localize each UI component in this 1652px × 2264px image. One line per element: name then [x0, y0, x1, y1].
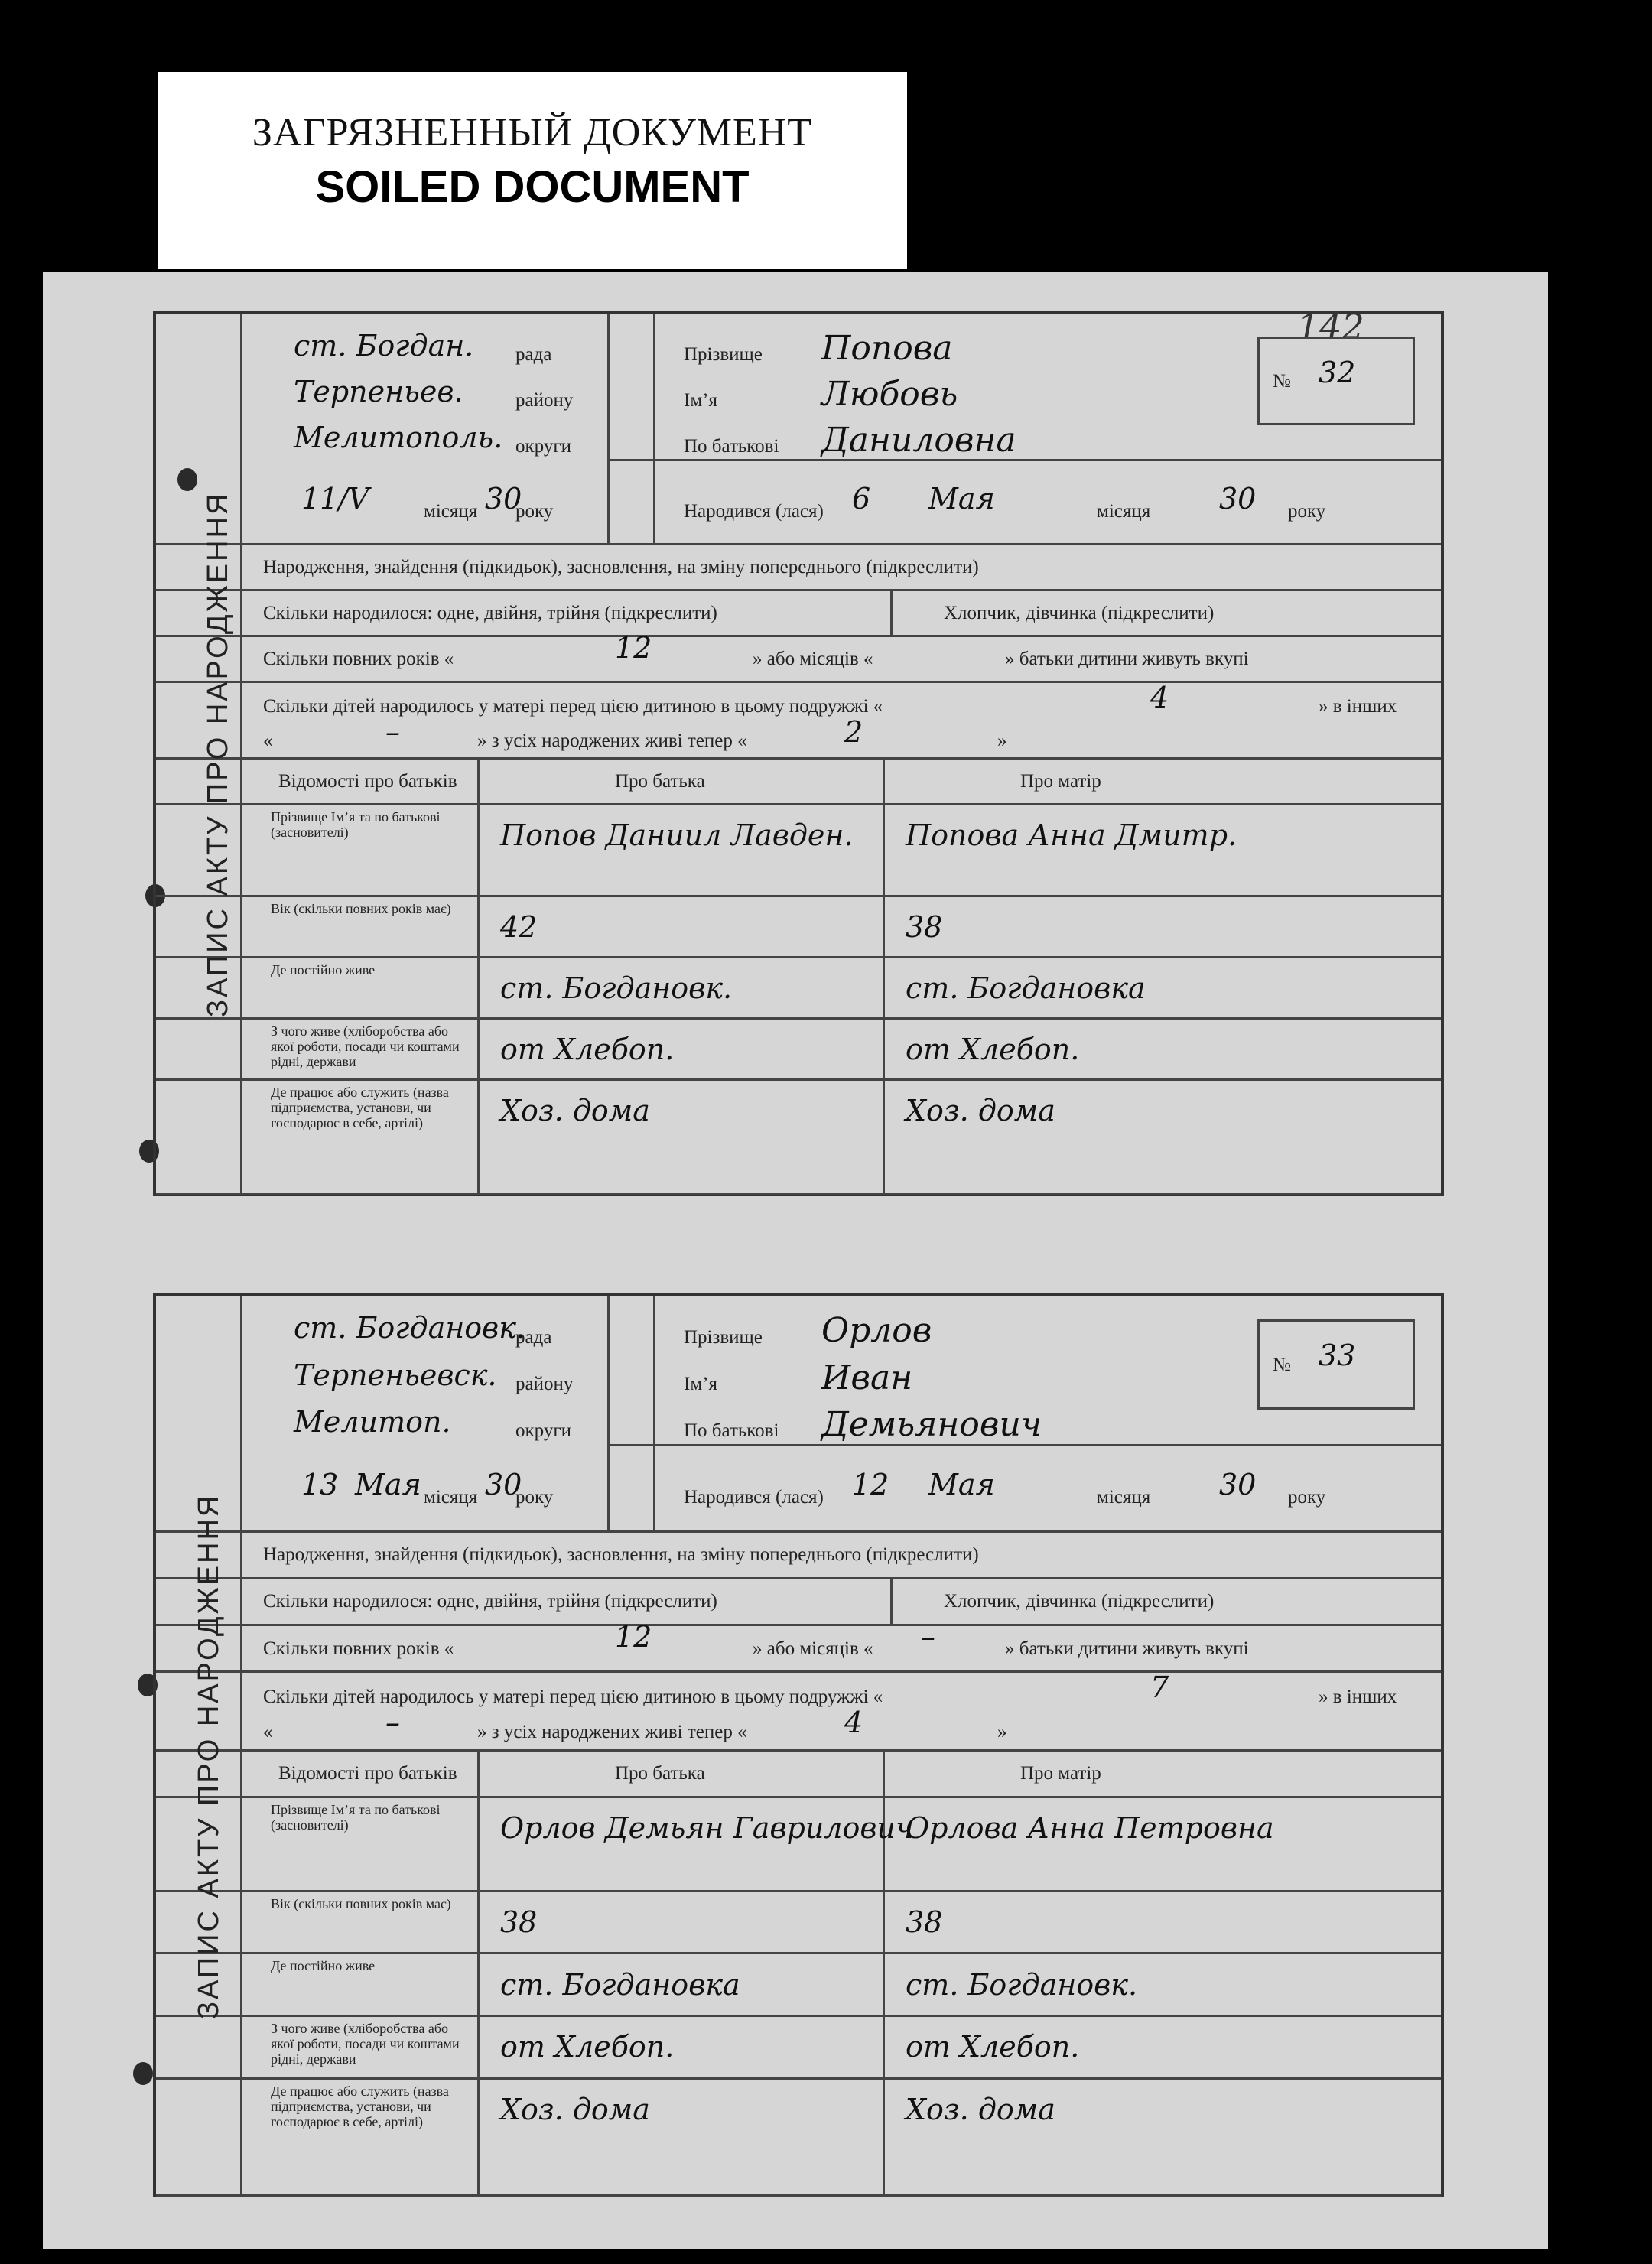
child-surname-value: Попова [821, 329, 953, 368]
mother-residence-value: ст. Богдановк. [906, 1968, 1138, 2002]
birth-day-value: 12 [852, 1468, 889, 1501]
registration-day-value: 13 [301, 1468, 339, 1501]
form-label: місяця [1097, 1487, 1151, 1508]
form-label: району [515, 1374, 574, 1394]
form-label: » з усіх народжених живі тепер « [477, 730, 747, 751]
child-name-value: Любовь [821, 375, 958, 414]
registration-year-value: 30 [485, 482, 522, 516]
form-label: Скільки повних років « [263, 1638, 454, 1659]
form-label: Вік (скільки повних років має) [271, 901, 451, 916]
form-label: З чого живе (хліборобства або якої роботи, посади чи коштами рідні, держави [271, 1023, 460, 1069]
mother-work-value: Хоз. дома [906, 2093, 1055, 2126]
birth-month-value: Мая [928, 1468, 995, 1501]
mother-living-value: от Хлебоп. [906, 1033, 1080, 1066]
form-label: Скільки дітей народилось у матері перед цією дитиною в цьому подружжі « [263, 696, 883, 717]
form-label: району [515, 390, 574, 411]
father-work-value: Хоз. дома [500, 2093, 650, 2126]
form-label: З чого живе (хліборобства або якої роботи, посади чи коштами рідні, держави [271, 2021, 460, 2067]
birth-day-value: 6 [852, 482, 871, 516]
father-name-value: Орлов Демьян Гаврилович [500, 1811, 914, 1845]
form-label: року [515, 1487, 554, 1508]
alive-children-value: 2 [844, 715, 863, 749]
child-patronymic-value: Даниловна [821, 421, 1016, 460]
form-label: Скільки дітей народилось у матері перед цією дитиною в цьому подружжі « [263, 1687, 883, 1707]
form-label: рада [515, 1327, 552, 1348]
father-name-value: Попов Даниил Лавден. [500, 818, 854, 852]
form-label: » в інших [1319, 696, 1397, 717]
form-label: Хлопчик, дівчинка (підкреслити) [944, 603, 1215, 623]
form-label: Народження, знайдення (підкидьок), засновлення, на зміну попереднього (підкреслити) [263, 557, 979, 577]
label-russian: ЗАГРЯЗНЕННЫЙ ДОКУМЕНТ [252, 111, 813, 155]
form-label: « [263, 730, 273, 751]
form-label: Де працює або служить (назва підприємства, установи, чи господарює в себе, артілі) [271, 2083, 449, 2129]
vertical-title-2: ЗАПИС АКТУ ПРО НАРОДЖЕННЯ [193, 1493, 225, 2019]
label-english: SOILED DOCUMENT [315, 162, 750, 212]
form-label: » або місяців « [753, 1638, 873, 1659]
father-residence-value: ст. Богдановк. [500, 971, 733, 1005]
mother-age-value: 38 [906, 910, 943, 944]
form-label: Вік (скільки повних років має) [271, 1896, 451, 1911]
punch-hole [133, 2062, 153, 2085]
form-label: Про батька [615, 1763, 705, 1784]
form-label: року [1288, 1487, 1326, 1508]
birth-record-2 [153, 1293, 1444, 2197]
registration-day-value: 11/V [301, 482, 369, 516]
form-label: По батькові [684, 436, 779, 457]
form-label: місяця [424, 1487, 478, 1508]
form-label: Про матір [1020, 1763, 1101, 1784]
child-name-value: Иван [821, 1358, 913, 1397]
form-label: рада [515, 344, 552, 365]
form-label: Відомості про батьків [278, 1763, 457, 1784]
form-label: Про батька [615, 771, 705, 792]
form-label: року [515, 501, 554, 522]
form-label: Прізвище [684, 1327, 763, 1348]
form-label: Ім’я [684, 390, 717, 411]
form-label: Народився (лася) [684, 501, 824, 522]
form-label: Про матір [1020, 771, 1101, 792]
registration-year-value: 30 [485, 1468, 522, 1501]
soiled-document-label [158, 72, 907, 269]
other-children-value: – [385, 1706, 400, 1739]
form-label: Прізвище [684, 344, 763, 365]
birth-month-value: Мая [928, 482, 995, 516]
record-number-value: 32 [1319, 356, 1356, 389]
months-together-value: – [921, 1620, 935, 1654]
birth-year-value: 30 [1219, 482, 1257, 516]
alive-children-value: 4 [844, 1706, 863, 1739]
birth-record-1 [153, 311, 1444, 1196]
rayon-value: Терпеньев. [294, 375, 463, 408]
father-age-value: 38 [500, 1905, 538, 1939]
form-label: » в інших [1319, 1687, 1397, 1707]
form-label: Скільки народилося: одне, двійня, трійня (підкреслити) [263, 1591, 717, 1612]
form-label: округи [515, 436, 571, 457]
father-living-value: от Хлебоп. [500, 2030, 675, 2064]
form-label: Скільки народилося: одне, двійня, трійня (підкреслити) [263, 603, 717, 623]
other-children-value: – [385, 715, 400, 749]
form-label: місяця [1097, 501, 1151, 522]
form-label: » батьки дитини живуть вкупі [1005, 649, 1249, 669]
years-together-value: 12 [615, 1620, 652, 1654]
child-surname-value: Орлов [821, 1311, 932, 1350]
record-number-value: 33 [1319, 1339, 1356, 1372]
okrug-value: Мелитополь. [294, 421, 503, 454]
father-age-value: 42 [500, 910, 538, 944]
birth-year-value: 30 [1219, 1468, 1257, 1501]
rada-value: ст. Богдановк. [294, 1311, 526, 1345]
form-label: Хлопчик, дівчинка (підкреслити) [944, 1591, 1215, 1612]
form-label: Народження, знайдення (підкидьок), засновлення, на зміну попереднього (підкреслити) [263, 1544, 979, 1565]
form-label: По батькові [684, 1420, 779, 1441]
form-label: Народився (лася) [684, 1487, 824, 1508]
years-together-value: 12 [615, 631, 652, 665]
rayon-value: Терпеньевск. [294, 1358, 497, 1392]
mother-name-value: Попова Анна Дмитр. [906, 818, 1237, 852]
mother-age-value: 38 [906, 1905, 943, 1939]
father-residence-value: ст. Богдановка [500, 1968, 740, 2002]
mother-work-value: Хоз. дома [906, 1094, 1055, 1127]
number-sign: № [1273, 1355, 1291, 1375]
form-label: Ім’я [684, 1374, 717, 1394]
child-patronymic-value: Демьянович [821, 1405, 1042, 1444]
form-label: Прізвище Ім’я та по батькові (засновителі) [271, 809, 441, 840]
form-label: Де працює або служить (назва підприємства, установи, чи господарює в себе, артілі) [271, 1085, 449, 1130]
vertical-title-1: ЗАПИС АКТУ ПРО НАРОДЖЕННЯ [202, 491, 234, 1017]
form-label: » [997, 1722, 1007, 1742]
form-label: Де постійно живе [271, 962, 376, 977]
form-label: року [1288, 501, 1326, 522]
form-label: » з усіх народжених живі тепер « [477, 1722, 747, 1742]
form-label: місяця [424, 501, 478, 522]
previous-children-value: 7 [1150, 1670, 1169, 1704]
mother-living-value: от Хлебоп. [906, 2030, 1080, 2064]
form-label: Де постійно живе [271, 1958, 376, 1973]
father-living-value: от Хлебоп. [500, 1033, 675, 1066]
form-label: округи [515, 1420, 571, 1441]
form-label: » або місяців « [753, 649, 873, 669]
rada-value: ст. Богдан. [294, 329, 474, 363]
father-work-value: Хоз. дома [500, 1094, 650, 1127]
form-label: Скільки повних років « [263, 649, 454, 669]
form-label: Відомості про батьків [278, 771, 457, 792]
form-label: » батьки дитини живуть вкупі [1005, 1638, 1249, 1659]
number-sign: № [1273, 371, 1291, 392]
registration-month-value: Мая [355, 1468, 421, 1501]
mother-residence-value: ст. Богдановка [906, 971, 1146, 1005]
mother-name-value: Орлова Анна Петровна [906, 1811, 1274, 1845]
form-label: » [997, 730, 1007, 751]
sheet-number: 142 [1297, 306, 1364, 347]
previous-children-value: 4 [1150, 681, 1169, 714]
form-label: Прізвище Ім’я та по батькові (засновителі) [271, 1802, 441, 1833]
okrug-value: Мелитоп. [294, 1405, 451, 1439]
form-label: « [263, 1722, 273, 1742]
